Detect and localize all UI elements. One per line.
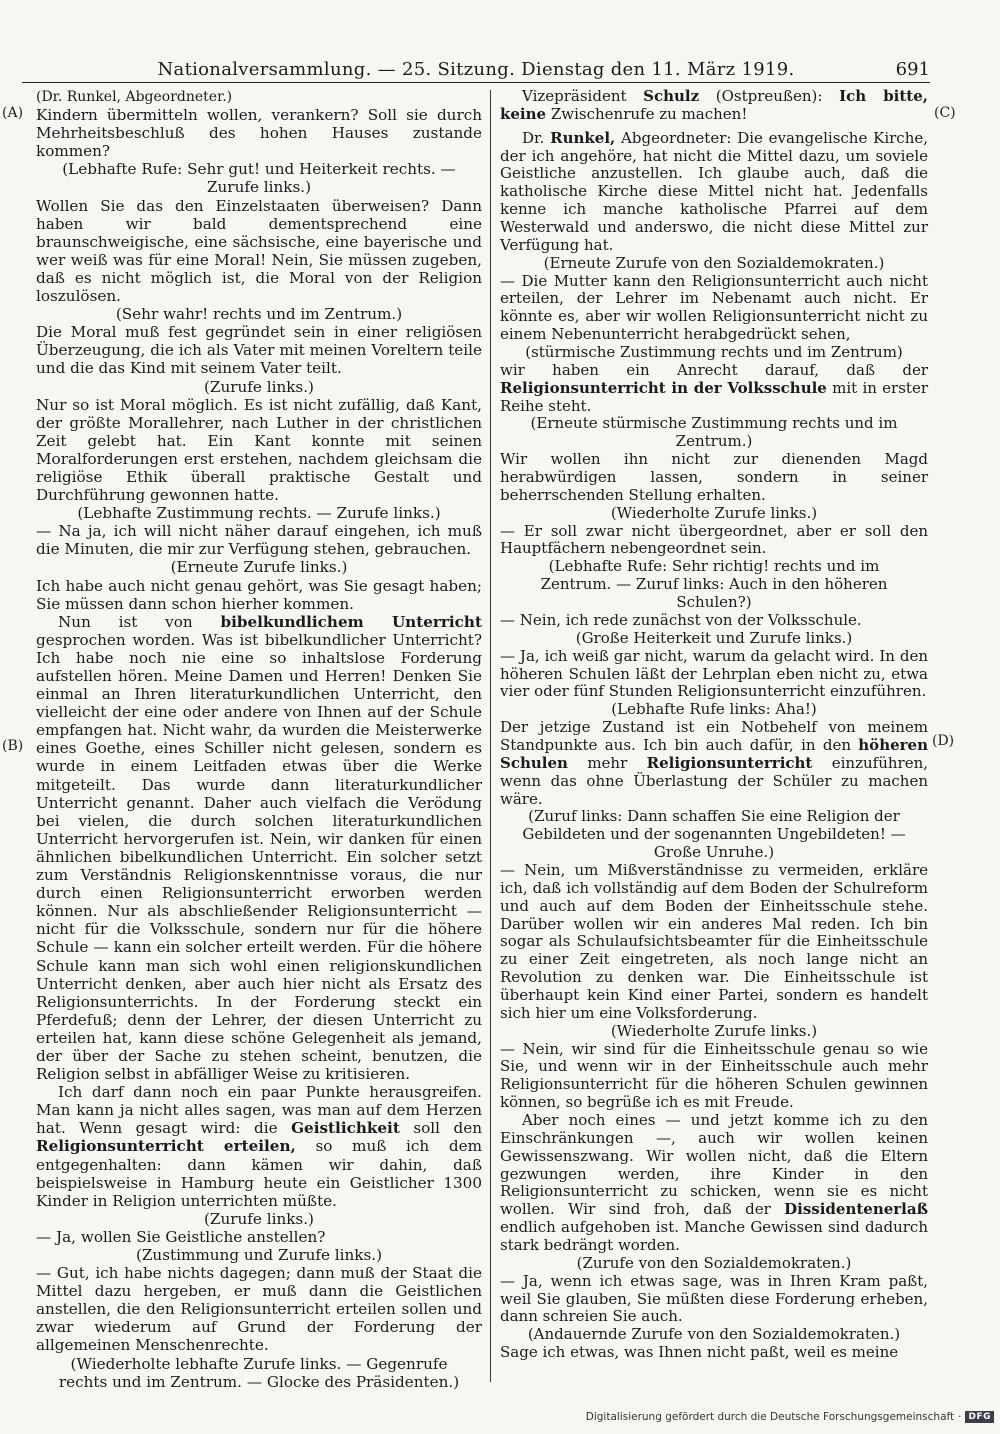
interjection: (Erneute Zurufe von den Sozialdemokraten.): [543, 253, 885, 272]
emphasis: Dissidentenerlaß: [784, 1200, 928, 1219]
page-number: 691: [895, 59, 930, 80]
running-header: [22, 58, 930, 83]
emphasis: Religionsunterricht erteilen,: [36, 1137, 296, 1156]
paragraph: — Die Mutter kann den Religionsunterricht auch nicht erteilen, der Lehrer im Nebenamt auch nicht. Er könnte es, aber wir wollen Religionsunterricht nicht zu einem Nebenunterricht herabgedrückt sehen,: [500, 271, 928, 344]
paragraph: Vizepräsident Schulz (Ostpreußen): Ich bitte, keine Zwischenrufe zu machen!: [500, 87, 929, 123]
interjection: (Sehr wahr! rechts und im Zentrum.): [115, 305, 403, 324]
header-title: Nationalversammlung. — 25. Sitzung. Dienstag den 11. März 1919.: [157, 59, 795, 80]
margin-mark-b: (B): [2, 738, 24, 754]
paragraph: Wir wollen ihn nicht zur dienenden Magd herabwürdigen lassen, sondern in seiner beherrschenden Stellung erhalten.: [500, 450, 928, 504]
paragraph: wir haben ein Anrecht darauf, daß der Religionsunterricht in der Volksschule mit in erster Reihe steht.: [500, 360, 928, 415]
margin-mark-a: (A): [2, 105, 24, 121]
paragraph: Nun ist von bibelkundlichem Unterricht gesprochen worden. Was ist bibelkundlicher Unterricht? Ich habe noch nie eine so inhaltslose Forderung aufstellen hören. Meine Damen und Herren! Denken Sie einmal an Ihren literaturkundlichen Unterricht, den vielleicht der eine oder andere von Ihnen auf der Schule empfangen hat. Nicht wahr, da wurden die Meisterwerke eines Goethe, eines Schiller nicht gelesen, sondern es wurde in einem Leitfaden etwas über die Werke mitgeteilt. Das wurde dann literaturkundlicher Unterricht genannt. Daher auch vielfach die Verödung bei vielen, die durch solchen literaturkundlichen Unterricht hervorgerufen ist. Nein, wir danken für einen ähnlichen bibelkundlichen Unterricht. Ein solcher setzt zum Verständnis Religionskenntnisse voraus, die nur durch einen Religionsunterricht erworben werden können. Nur als abschließender Religionsunterricht — nicht für die Volksschule, sondern nur für die höhere Schule — kann ein solcher erteilt werden. Für die höhere Schule kann man sich wohl einen religionskundlichen Unterricht denken, aber auch hier nicht als Ersatz des Religionsunterrichts. In der Forderung steckt ein Pferdefuß; denn der Lehrer, der diesen Unterricht zu erteilen hat, kann diese schöne Gelegenheit als jemand, der über der Sache zu stehen scheint, benutzen, die Religion selbst in abfälliger Weise zu kritisieren.: [36, 612, 482, 1084]
interjection: (Lebhafte Rufe: Sehr gut! und Heiterkeit rechts. — Zurufe links.): [62, 160, 456, 197]
paragraph: Aber noch eines — und jetzt komme ich zu den Einschränkungen —, auch wir wollen keinen Gewissenszwang. Wir wollen nicht, daß die Eltern gezwungen werden, ihre Kinder in den Religionsunterricht zu schicken, wenn sie es nicht wollen. Wir sind froh, daß der Dissidentenerlaß endlich aufgehoben ist. Manche Gewissen sind dadurch stark bedrängt worden.: [500, 1110, 928, 1254]
interjection: (Lebhafte Rufe: Sehr richtig! rechts und im Zentrum. — Zuruf links: Auch in den höheren Schulen?): [540, 557, 888, 612]
right-column: [500, 88, 928, 1362]
margin-mark-c: (C): [934, 105, 956, 121]
interjection: (Zuruf links: Dann schaffen Sie eine Religion der Gebildeten und der sogenannten Ungebildeten! — Große Unruhe.): [522, 807, 906, 862]
interjection: (stürmische Zustimmung rechts und im Zentrum): [525, 343, 903, 362]
paragraph: Der jetzige Zustand ist ein Notbehelf von meinem Standpunkte aus. Ich bin auch dafür, in den höheren Schulen mehr Religionsunterricht einzuführen, wenn das ohne Überlastung der Schüler zu machen wäre.: [500, 718, 928, 808]
interjection: (Lebhafte Rufe links: Aha!): [611, 700, 817, 719]
emphasis: höheren Schulen: [500, 735, 928, 772]
paragraph: — Ja, wollen Sie Geistliche anstellen?: [36, 1227, 326, 1246]
speaker-name: Schulz: [643, 87, 700, 105]
paragraph: — Nein, um Mißverständnisse zu vermeiden, erkläre ich, daß ich vollständig auf dem Boden der Schulreform und auch auf dem Boden der Einheitsschule stehe. Darüber wollen wir ein anderes Mal reden. Ich bin sogar als Schulaufsichtsbeamter für die Einheitsschule zu einer Zeit eingetreten, als noch lange nicht an Revolution zu denken war. Die Einheitsschule ist überhaupt kein Kind einer Partei, sondern es handelt sich hier um eine Volksforderung.: [500, 860, 928, 1022]
left-column: [36, 88, 482, 1391]
paragraph: — Na ja, ich will nicht näher darauf eingehen, ich muß die Minuten, die mir zur Verfügung stehen, gebrauchen.: [36, 522, 482, 559]
interjection: (Lebhafte Zustimmung rechts. — Zurufe links.): [77, 504, 441, 523]
paragraph: Kindern übermitteln wollen, verankern? Soll sie durch Mehrheitsbeschluß des hohen Hauses zustande kommen?: [36, 106, 482, 161]
emphasis: Religionsunterricht in der Volksschule: [500, 378, 827, 397]
emphasis: Ich bitte, keine: [500, 87, 929, 123]
interjection: (Erneute Zurufe links.): [170, 558, 348, 577]
interjection: (Andauernde Zurufe von den Sozialdemokraten.): [527, 1325, 901, 1344]
interjection: (Zurufe links.): [204, 1209, 314, 1228]
paragraph: — Ja, wenn ich etwas sage, was in Ihren Kram paßt, weil Sie glauben, Sie müßten diese Forderung erheben, dann schreien Sie auch.: [500, 1271, 928, 1326]
credit-text: Digitalisierung gefördert durch die Deutsche Forschungsgemeinschaft: [585, 1411, 955, 1423]
paragraph: — Nein, ich rede zunächst von der Volksschule.: [500, 610, 862, 629]
paragraph: Dr. Runkel, Abgeordneter: Die evangelische Kirche, der ich angehöre, hat nicht die Mittel dazu, um soviele Geistliche anzustellen. Ich glaube auch, daß die katholische Kirche diese Mittel nicht hat. Jedenfalls kenne ich manche katholische Pfarrei auf dem Westerwald und anderswo, die nicht diese Mittel zur Verfügung hat.: [500, 128, 929, 254]
speaker-name: Runkel,: [550, 128, 616, 147]
speaker-continuation: (Dr. Runkel, Abgeordneter.): [36, 89, 233, 105]
interjection: (Zurufe links.): [204, 377, 314, 396]
margin-mark-d: (D): [932, 733, 955, 749]
digitization-credit: Digitalisierung gefördert durch die Deutsche Forschungsgemeinschaft · DFG: [586, 1411, 994, 1423]
paragraph: Sage ich etwas, was Ihnen nicht paßt, weil es meine: [500, 1343, 899, 1362]
paragraph: — Gut, ich habe nichts dagegen; dann muß der Staat die Mittel dazu hergeben, er muß dann die Geistlichen anstellen, die den Religionsunterricht erteilen sollen und zwar wiederum auf Grund der Forderung der allgemeinen Menschenrechte.: [36, 1264, 482, 1355]
emphasis: Religionsunterricht: [646, 753, 813, 772]
paragraph: — Ja, ich weiß gar nicht, warum da gelacht wird. In den höheren Schulen läßt der Lehrplan eben nicht zu, etwa vier oder fünf Stunden Religionsunterricht einzuführen.: [500, 646, 928, 701]
emphasis: Geistlichkeit: [291, 1119, 400, 1138]
interjection: (Wiederholte Zurufe links.): [610, 503, 818, 522]
paragraph: — Er soll zwar nicht übergeordnet, aber er soll den Hauptfächern nebengeordnet sein.: [500, 521, 928, 558]
interjection: (Große Heiterkeit und Zurufe links.): [575, 628, 853, 647]
interjection: (Erneute stürmische Zustimmung rechts und im Zentrum.): [530, 414, 898, 451]
interjection: (Zurufe von den Sozialdemokraten.): [576, 1253, 852, 1272]
paragraph: Nur so ist Moral möglich. Es ist nicht zufällig, daß Kant, der größte Morallehrer, nach Luther in der christlichen Zeit gelebt hat. Ein Kant konnte mit seinen Moralforderungen erst erstehen, nachdem gleichsam die religiöse Ethik überall praktische Gestalt und Durchführung gewonnen hatte.: [36, 395, 482, 505]
emphasis: bibelkundlichem Unterricht: [220, 612, 482, 631]
dfg-logo: DFG: [965, 1411, 994, 1423]
paragraph: — Nein, wir sind für die Einheitsschule genau so wie Sie, und wenn wir in der Einheitsschule auch mehr Religionsunterricht für die höheren Schulen gewinnen können, so begrüße ich es mit Freude.: [500, 1039, 928, 1112]
paragraph: Wollen Sie das den Einzelstaaten überweisen? Dann haben wir bald dementsprechend eine braunschweigische, eine sächsische, eine bayerische und wer weiß was für eine Moral! Nein, Sie müssen zugeben, daß es nicht möglich ist, die Moral von der Religion loszulösen.: [36, 196, 482, 306]
paragraph: Die Moral muß fest gegründet sein in einer religiösen Überzeugung, die ich als Vater mit meinen Voreltern teile und die das Kind mit seinem Vater teilt.: [36, 323, 482, 378]
interjection: (Wiederholte lebhafte Zurufe links. — Gegenrufe rechts und im Zentrum. — Glocke des Präsidenten.): [58, 1354, 460, 1391]
interjection: (Wiederholte Zurufe links.): [610, 1021, 818, 1040]
interjection: (Zustimmung und Zurufe links.): [135, 1246, 383, 1264]
paragraph: Ich darf dann noch ein paar Punkte herausgreifen. Man kann ja nicht alles sagen, was man auf dem Herzen hat. Wenn gesagt wird: die Geistlichkeit soll den Religionsunterricht erteilen, so muß ich dem entgegenhalten: dann kämen wir dahin, daß beispielsweise in Hamburg heute ein Geistlicher 1300 Kinder in Religion unterrichten müßte.: [36, 1083, 482, 1210]
paragraph: Ich habe auch nicht genau gehört, was Sie gesagt haben; Sie müssen dann schon hierher kommen.: [36, 576, 482, 613]
column-divider: [490, 90, 491, 1382]
